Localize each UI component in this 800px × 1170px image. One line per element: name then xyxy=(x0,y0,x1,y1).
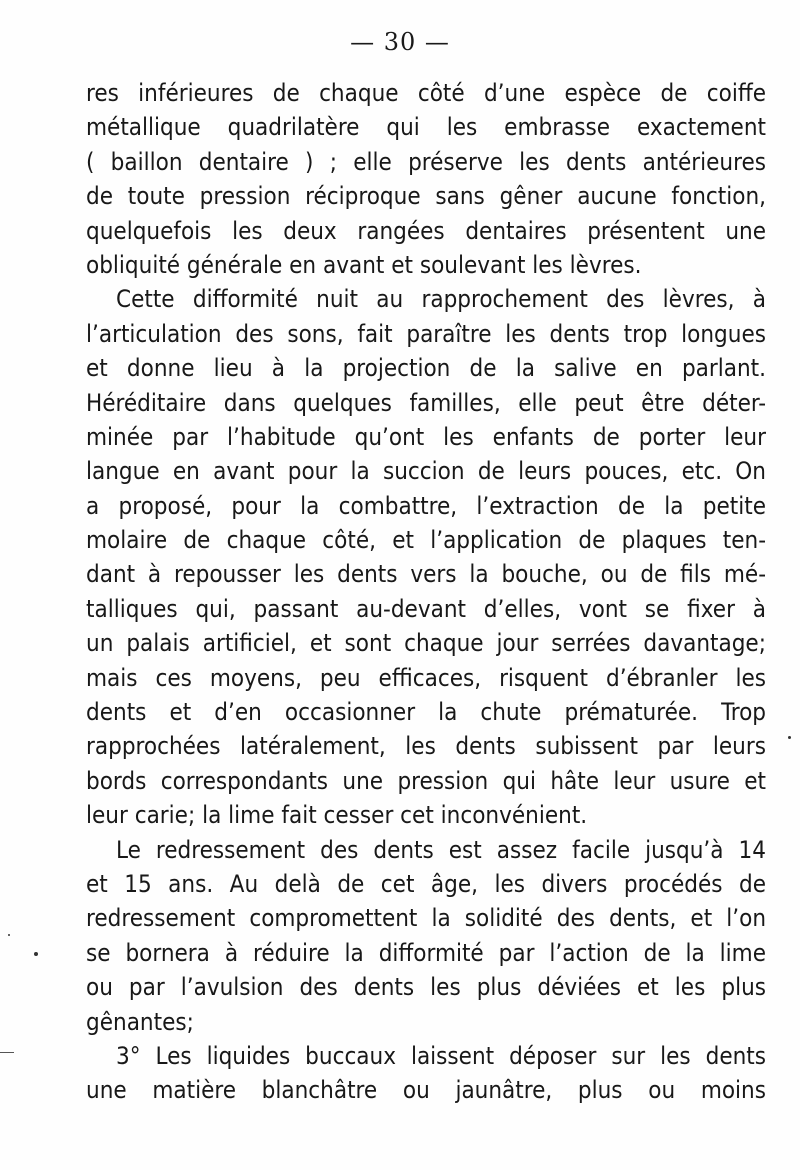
text-line: Héréditaire dans quelques familles, elle peut être déter- xyxy=(86,388,766,417)
text-line: quelquefois les deux rangées dentaires présentent une xyxy=(86,216,766,245)
text-line: une matière blanchâtre ou jaunâtre, plus ou moins xyxy=(86,1076,766,1105)
text-line: a proposé, pour la combattre, l’extraction de la petite xyxy=(86,491,766,520)
text-line: redressement compromettent la solidité des dents, et l’on xyxy=(86,904,766,933)
text-line: 3° Les liquides buccaux laissent déposer sur les dents xyxy=(116,1041,766,1070)
page-number: — 30 — xyxy=(350,28,450,56)
text-line: ( baillon dentaire ) ; elle préserve les dents antérieures xyxy=(86,147,766,176)
text-line: de toute pression réciproque sans gêner aucune fonction, xyxy=(86,182,766,211)
text-line: molaire de chaque côté, et l’application de plaques ten- xyxy=(86,526,766,555)
text-line: dant à repousser les dents vers la bouche, ou de fils mé- xyxy=(86,560,766,589)
text-line: ou par l’avulsion des dents les plus déviées et les plus xyxy=(86,973,766,1002)
text-line: obliquité générale en avant et soulevant les lèvres. xyxy=(86,250,642,279)
text-line: se bornera à réduire la difformité par l’action de la lime xyxy=(86,938,766,967)
text-line: bords correspondants une pression qui hâte leur usure et xyxy=(86,766,766,795)
text-line: gênantes; xyxy=(86,1007,194,1036)
text-line: rapprochées latéralement, les dents subissent par leurs xyxy=(86,732,766,761)
scan-speck xyxy=(8,934,10,936)
text-line: Le redressement des dents est assez facile jusqu’à 14 xyxy=(116,835,766,864)
scan-speck xyxy=(34,952,38,956)
scan-mark xyxy=(0,1052,14,1053)
text-line: métallique quadrilatère qui les embrasse exactement xyxy=(86,113,766,142)
text-line: et 15 ans. Au delà de cet âge, les divers procédés de xyxy=(86,869,766,898)
text-line: talliques qui, passant au-devant d’elles, vont se fixer à xyxy=(86,594,766,623)
text-line: minée par l’habitude qu’ont les enfants de porter leur xyxy=(86,422,766,451)
text-line: mais ces moyens, peu efficaces, risquent d’ébranler les xyxy=(86,663,766,692)
text-line: leur carie; la lime fait cesser cet inconvénient. xyxy=(86,801,588,830)
text-line: dents et d’en occasionner la chute prématurée. Trop xyxy=(86,698,766,727)
text-line: et donne lieu à la projection de la salive en parlant. xyxy=(86,354,766,383)
text-line: l’articulation des sons, fait paraître les dents trop longues xyxy=(86,319,766,348)
text-line: Cette difformité nuit au rapprochement des lèvres, à xyxy=(116,285,766,314)
text-line: res inférieures de chaque côté d’une espèce de coiffe xyxy=(86,79,766,107)
scan-speck xyxy=(788,736,791,739)
text-line: langue en avant pour la succion de leurs pouces, etc. On xyxy=(86,457,766,486)
body-text xyxy=(86,76,766,1108)
text-line: un palais artificiel, et sont chaque jour serrées davantage; xyxy=(86,629,766,658)
